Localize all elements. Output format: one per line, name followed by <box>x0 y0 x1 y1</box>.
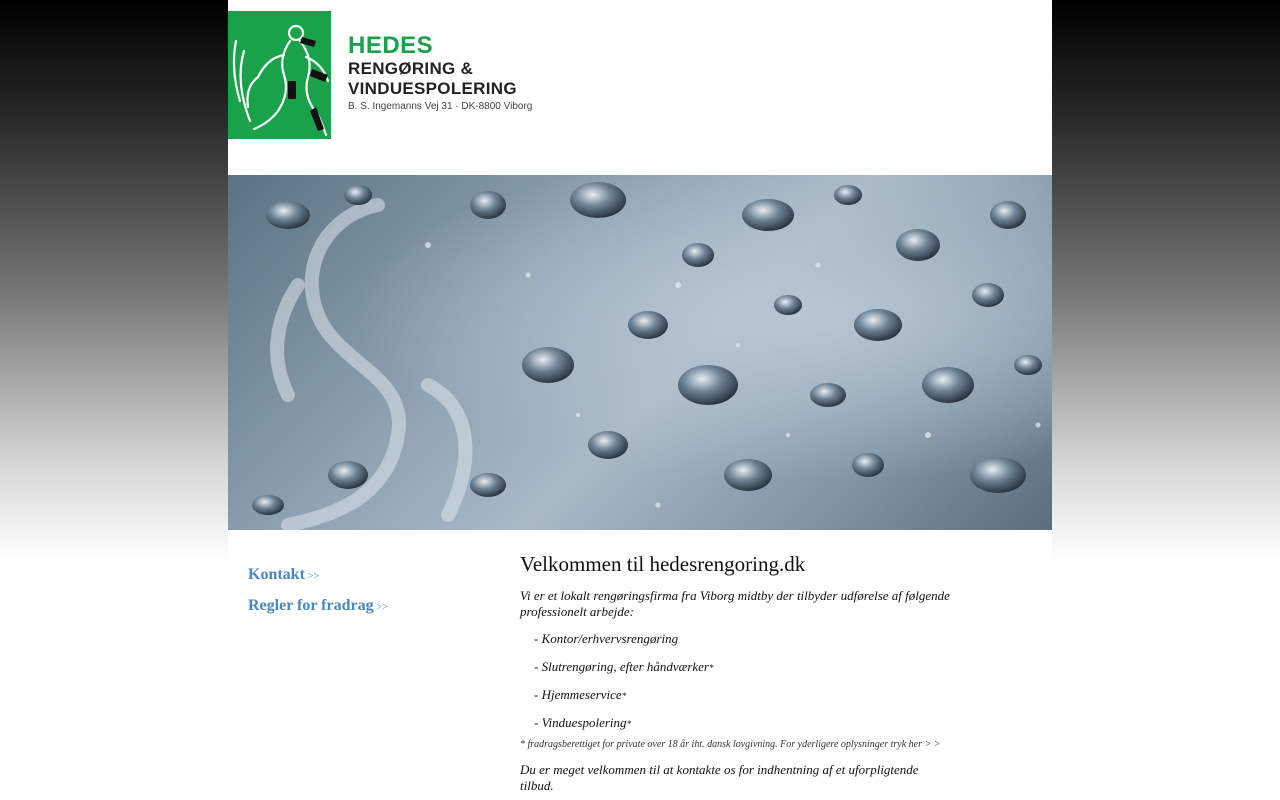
window-cleaner-icon <box>228 11 331 139</box>
nav-link-regler-arrow: >> <box>376 602 388 613</box>
intro-text: Vi er et lokalt rengøringsfirma fra Viborg midtby der tilbyder udførelse af følgende professionelt arbejde: <box>520 588 950 619</box>
nav-link-regler-for-fradrag[interactable] <box>248 596 488 618</box>
logo-line-rengoring: RENGØRING & <box>348 59 474 78</box>
logo-address: B. S. Ingemanns Vej 31 · DK-8800 Viborg <box>348 101 533 112</box>
site-header <box>228 0 1052 175</box>
service-item-star: * <box>709 663 714 673</box>
service-item-label: - Kontor/erhvervsrengøring <box>534 631 679 646</box>
closing-text: Du er meget velkommen til at kontakte os for indhentning af et uforpligtende tilbud. <box>520 762 919 793</box>
service-item <box>534 659 952 676</box>
logo-text <box>348 33 532 114</box>
logo-company-name: HEDES <box>348 32 434 59</box>
page-title: Velkommen til hedesrengoring.dk <box>520 552 806 576</box>
service-item-label: - Vinduespolering <box>534 715 627 730</box>
hero-banner <box>228 175 1052 530</box>
nav-link-regler-label: Regler for fradrag <box>248 597 374 614</box>
page-container <box>228 0 1052 800</box>
nav-link-kontakt[interactable] <box>248 565 488 587</box>
nav-link-kontakt-arrow: >> <box>307 571 320 582</box>
water-drops-image <box>228 175 1052 530</box>
service-item <box>534 715 952 732</box>
logo-line-vinduespolering: VINDUESPOLERING <box>348 79 517 98</box>
main-content <box>520 550 952 800</box>
nav-link-kontakt-label: Kontakt <box>248 566 305 583</box>
sidebar-nav <box>248 565 488 627</box>
service-item-label: - Hjemmeservice <box>534 687 622 702</box>
service-item-star: * <box>621 691 627 701</box>
service-item <box>534 631 952 648</box>
service-item <box>534 687 952 704</box>
service-item-label: - Slutrengøring, efter håndværker <box>534 659 709 674</box>
deduction-footnote-link[interactable]: * fradragsberettiget for private over 18 år iht. dansk lovgivning. For yderligere oplysninger tryk her > > <box>520 739 941 750</box>
service-item-star: * <box>626 719 632 729</box>
logo-mark[interactable] <box>228 11 331 139</box>
